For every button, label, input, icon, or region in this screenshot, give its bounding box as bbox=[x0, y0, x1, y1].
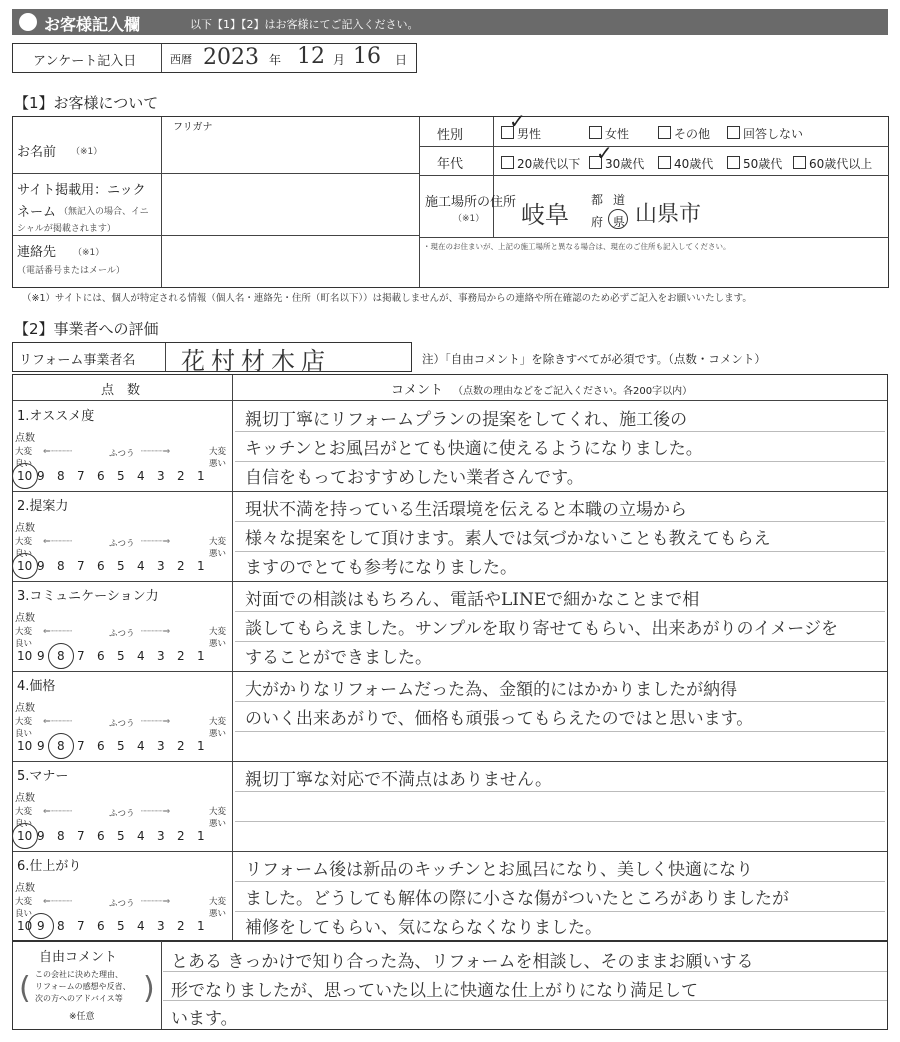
age-option-20s[interactable]: 20歳代以下 bbox=[501, 155, 580, 172]
scale-high-label-2: 良い bbox=[15, 459, 33, 469]
evaluation-row bbox=[13, 671, 887, 761]
scale-number[interactable]: 2 bbox=[177, 829, 185, 843]
section-header-bar bbox=[12, 9, 888, 35]
contact-note: （※1） bbox=[73, 248, 105, 258]
checkbox[interactable] bbox=[658, 126, 671, 139]
scale-number[interactable]: 10 bbox=[17, 739, 33, 753]
scale-mid-label: ふつう bbox=[109, 449, 135, 459]
scale-number[interactable]: 3 bbox=[157, 919, 165, 933]
scale-number[interactable]: 4 bbox=[137, 739, 145, 753]
address-to: 都 bbox=[591, 193, 604, 207]
scale-top-label: 点数 bbox=[15, 613, 35, 624]
month-unit: 月 bbox=[333, 53, 346, 67]
scale-low-label-2: 悪い bbox=[209, 909, 227, 919]
check-mark-icon: ✓ bbox=[509, 109, 526, 133]
scale-number[interactable]: 9 bbox=[37, 739, 45, 753]
scale-top-label: 点数 bbox=[15, 793, 35, 804]
gender-option-other[interactable]: その他 bbox=[658, 125, 710, 142]
scale-number[interactable]: 3 bbox=[157, 649, 165, 663]
comment-line[interactable]: 対面での相談はもちろん、電話やLINEで細かなことまで相 bbox=[245, 590, 700, 610]
scale-mid-label: ふつう bbox=[109, 629, 135, 639]
scale-arrow-left-icon: ⇐┈┈┈┈ bbox=[43, 447, 73, 457]
scale-number[interactable]: 2 bbox=[177, 559, 185, 573]
score-circle-mark bbox=[12, 463, 38, 489]
address-ken: 県 bbox=[613, 215, 626, 229]
scale-number[interactable]: 10 bbox=[17, 469, 33, 483]
contact-label: 連絡先 bbox=[17, 245, 57, 260]
section2-title: 【2】事業者への評価 bbox=[14, 320, 159, 338]
evaluation-row bbox=[13, 581, 887, 671]
free-comment-label: 自由コメント bbox=[39, 950, 118, 965]
scale-number[interactable]: 8 bbox=[57, 829, 65, 843]
scale-number[interactable]: 10 bbox=[17, 919, 33, 933]
scale-number[interactable]: 10 bbox=[17, 559, 33, 573]
bullet-icon bbox=[19, 13, 37, 31]
comment-line[interactable]: ました。どうしても解体の際に小さな傷がついたところがありましたが bbox=[245, 889, 789, 909]
scale-low-label-1: 大変 bbox=[209, 627, 227, 637]
day-unit: 日 bbox=[395, 53, 408, 67]
gender-option-male[interactable]: 男性 bbox=[501, 125, 541, 142]
paren-right-icon: ) bbox=[143, 971, 155, 1006]
scale-number[interactable]: 8 bbox=[57, 559, 65, 573]
scale-number[interactable]: 9 bbox=[37, 649, 45, 663]
scale-arrow-left-icon: ⇐┈┈┈┈ bbox=[43, 897, 73, 907]
scale-low-label-2: 悪い bbox=[209, 819, 227, 829]
scale-number[interactable]: 6 bbox=[97, 739, 105, 753]
score-circle-mark bbox=[48, 643, 74, 669]
scale-number[interactable]: 5 bbox=[117, 649, 125, 663]
scale-number[interactable]: 2 bbox=[177, 919, 185, 933]
free-comment-line-1[interactable]: とある きっかけで知り合った為、リフォームを相談し、そのままお願いする bbox=[171, 952, 754, 972]
free-comment-line-3[interactable]: います。 bbox=[171, 1009, 238, 1029]
scale-number[interactable]: 7 bbox=[77, 739, 85, 753]
evaluation-row bbox=[13, 761, 887, 851]
scale-number[interactable]: 6 bbox=[97, 559, 105, 573]
scale-high-label-1: 大変 bbox=[15, 447, 33, 457]
scale-arrow-right-icon: ┈┈┈┈⇒ bbox=[141, 627, 171, 637]
criterion-title: 4.価格 bbox=[17, 679, 56, 694]
scale-number[interactable]: 8 bbox=[57, 919, 65, 933]
scale-mid-label: ふつう bbox=[109, 539, 135, 549]
scale-top-label: 点数 bbox=[15, 523, 35, 534]
contact-sub: （電話番号またはメール） bbox=[17, 266, 125, 276]
scale-top-label: 点数 bbox=[15, 703, 35, 714]
scale-low-label-2: 悪い bbox=[209, 549, 227, 559]
score-circle-mark bbox=[48, 733, 74, 759]
scale-number[interactable]: 8 bbox=[57, 469, 65, 483]
nickname-label-2: ネーム bbox=[17, 205, 57, 220]
scale-high-label-2: 良い bbox=[15, 549, 33, 559]
scale-number[interactable]: 4 bbox=[137, 559, 145, 573]
date-row bbox=[12, 43, 417, 73]
scale-high-label-2: 良い bbox=[15, 729, 33, 739]
scale-mid-label: ふつう bbox=[109, 809, 135, 819]
scale-high-label-1: 大変 bbox=[15, 897, 33, 907]
scale-number[interactable]: 1 bbox=[197, 649, 205, 663]
address-prefecture[interactable]: 岐阜 bbox=[521, 201, 569, 229]
free-comment-note-2: リフォームの感想や反省、 bbox=[35, 982, 131, 991]
furigana-label: フリガナ bbox=[173, 122, 213, 133]
scale-number[interactable]: 6 bbox=[97, 829, 105, 843]
scale-number[interactable]: 7 bbox=[77, 919, 85, 933]
scale-low-label-1: 大変 bbox=[209, 807, 227, 817]
scale-number[interactable]: 3 bbox=[157, 829, 165, 843]
address-fu: 府 bbox=[591, 215, 604, 229]
nickname-field[interactable] bbox=[165, 177, 415, 231]
form-title: お客様記入欄 bbox=[44, 15, 141, 34]
checkbox[interactable] bbox=[589, 126, 602, 139]
scale-low-label-1: 大変 bbox=[209, 537, 227, 547]
gender-option-female[interactable]: 女性 bbox=[589, 125, 629, 142]
era-label: 西暦 bbox=[170, 53, 192, 66]
name-field[interactable] bbox=[165, 133, 415, 171]
criterion-title: 3.コミュニケーション力 bbox=[17, 589, 159, 604]
date-day[interactable]: 16 bbox=[353, 44, 381, 69]
scale-low-label-2: 悪い bbox=[209, 639, 227, 649]
scale-arrow-right-icon: ┈┈┈┈⇒ bbox=[141, 537, 171, 547]
age-option-50s[interactable]: 50歳代 bbox=[727, 155, 782, 172]
scale-number[interactable]: 5 bbox=[117, 559, 125, 573]
scale-high-label-2: 良い bbox=[15, 819, 33, 829]
company-label: リフォーム事業者名 bbox=[19, 353, 136, 368]
comment-line[interactable]: 自信をもっておすすめしたい業者さんです。 bbox=[245, 468, 584, 488]
free-comment-box bbox=[12, 940, 888, 1030]
required-note: 注）「自由コメント」を除きすべてが必須です。（点数・コメント） bbox=[422, 352, 766, 366]
scale-number[interactable]: 1 bbox=[197, 739, 205, 753]
scale-number[interactable]: 4 bbox=[137, 649, 145, 663]
criterion-title: 5.マナー bbox=[17, 769, 69, 784]
age-label: 年代 bbox=[437, 157, 464, 172]
scale-low-label-1: 大変 bbox=[209, 897, 227, 907]
check-mark-icon: ✓ bbox=[596, 141, 613, 165]
address-note: （※1） bbox=[453, 214, 485, 224]
scale-number[interactable]: 9 bbox=[37, 559, 45, 573]
gender-label: 性別 bbox=[437, 128, 464, 143]
scale-number[interactable]: 3 bbox=[157, 739, 165, 753]
scale-number[interactable]: 6 bbox=[97, 919, 105, 933]
criterion-title: 6.仕上がり bbox=[17, 859, 82, 874]
name-note: （※1） bbox=[71, 147, 103, 157]
scale-arrow-right-icon: ┈┈┈┈⇒ bbox=[141, 807, 171, 817]
address-label: 施工場所の住所 bbox=[425, 195, 517, 210]
checkbox[interactable] bbox=[727, 156, 740, 169]
scale-number[interactable]: 5 bbox=[117, 829, 125, 843]
scale-mid-label: ふつう bbox=[109, 899, 135, 909]
scale-number[interactable]: 1 bbox=[197, 919, 205, 933]
scale-high-label-2: 良い bbox=[15, 639, 33, 649]
privacy-footnote: （※1）サイトには、個人が特定される情報（個人名・連絡先・住所（町名以下））は掲載しませんが、事務局からの連絡や所在確認のため必ずご記入をお願いいたします。 bbox=[22, 293, 752, 304]
scale-arrow-left-icon: ⇐┈┈┈┈ bbox=[43, 627, 73, 637]
paren-left-icon: ( bbox=[19, 971, 31, 1006]
comment-line[interactable]: することができました。 bbox=[245, 648, 432, 668]
scale-number[interactable]: 7 bbox=[77, 559, 85, 573]
scale-number[interactable]: 10 bbox=[17, 649, 33, 663]
scale-number[interactable]: 2 bbox=[177, 469, 185, 483]
scale-low-label-2: 悪い bbox=[209, 729, 227, 739]
scale-number[interactable]: 1 bbox=[197, 829, 205, 843]
age-option-30s[interactable]: 30歳代 bbox=[589, 155, 644, 172]
scale-number[interactable]: 2 bbox=[177, 649, 185, 663]
checkbox[interactable] bbox=[501, 156, 514, 169]
evaluation-row bbox=[13, 851, 887, 941]
criterion-title: 1.オススメ度 bbox=[17, 409, 95, 424]
score-circle-mark bbox=[28, 913, 54, 939]
scale-number[interactable]: 7 bbox=[77, 469, 85, 483]
comment-line[interactable]: ますのでとても参考になりました。 bbox=[245, 558, 517, 578]
comment-column-note: （点数の理由などをご記入ください。各200字以内） bbox=[453, 386, 693, 397]
scale-number[interactable]: 9 bbox=[37, 829, 45, 843]
company-row bbox=[12, 342, 412, 375]
checkbox[interactable] bbox=[658, 156, 671, 169]
scale-number[interactable]: 3 bbox=[157, 559, 165, 573]
comment-line[interactable]: リフォーム後は新品のキッチンとお風呂になり、美しく快適になり bbox=[245, 860, 753, 880]
free-comment-note-1: この会社に決めた理由、 bbox=[35, 970, 123, 979]
age-option-60s[interactable]: 60歳代以上 bbox=[793, 155, 872, 172]
company-name[interactable]: 花村材木店 bbox=[181, 347, 331, 375]
free-comment-line-2[interactable]: 形でなりましたが、思っていた以上に快適な仕上がりになり満足して bbox=[171, 981, 698, 1001]
scale-number[interactable]: 4 bbox=[137, 829, 145, 843]
scale-number[interactable]: 1 bbox=[197, 469, 205, 483]
scale-number[interactable]: 2 bbox=[177, 739, 185, 753]
scale-number[interactable]: 1 bbox=[197, 559, 205, 573]
comment-column-header: コメント bbox=[391, 383, 444, 398]
criterion-title: 2.提案力 bbox=[17, 499, 69, 514]
scale-number[interactable]: 6 bbox=[97, 469, 105, 483]
scale-high-label-1: 大変 bbox=[15, 537, 33, 547]
score-circle-mark bbox=[12, 553, 38, 579]
scale-top-label: 点数 bbox=[15, 883, 35, 894]
contact-field[interactable] bbox=[165, 239, 415, 285]
comment-line[interactable]: キッチンとお風呂がとても快適に使えるようになりました。 bbox=[245, 439, 703, 459]
comment-line[interactable]: 親切丁寧な対応で不満点はありません。 bbox=[245, 770, 553, 790]
scale-number[interactable]: 8 bbox=[57, 649, 65, 663]
address-footnote: ・現在のお住まいが、上記の施工場所と異なる場合は、現在のご住所も記入してください。 bbox=[423, 242, 731, 251]
free-comment-note-3: 次の方へのアドバイス等 bbox=[35, 994, 123, 1003]
scale-number[interactable]: 4 bbox=[137, 469, 145, 483]
comment-line[interactable]: 親切丁寧にリフォームプランの提案をしてくれ、施工後の bbox=[245, 410, 688, 430]
scale-number[interactable]: 4 bbox=[137, 919, 145, 933]
evaluation-row bbox=[13, 401, 887, 491]
checkbox[interactable] bbox=[727, 126, 740, 139]
scale-number[interactable]: 8 bbox=[57, 739, 65, 753]
name-label: お名前 bbox=[17, 145, 57, 160]
evaluation-row bbox=[13, 491, 887, 581]
scale-arrow-left-icon: ⇐┈┈┈┈ bbox=[43, 807, 73, 817]
scale-arrow-right-icon: ┈┈┈┈⇒ bbox=[141, 897, 171, 907]
scale-top-label: 点数 bbox=[15, 433, 35, 444]
age-option-40s[interactable]: 40歳代 bbox=[658, 155, 713, 172]
scale-number[interactable]: 10 bbox=[17, 829, 33, 843]
scale-arrow-right-icon: ┈┈┈┈⇒ bbox=[141, 717, 171, 727]
nickname-note-1: （無記入の場合、イニ bbox=[59, 207, 149, 217]
score-circle-mark bbox=[12, 823, 38, 849]
nickname-note-2: シャルが掲載されます） bbox=[17, 224, 116, 234]
nickname-label-1: サイト掲載用：ニック bbox=[17, 183, 146, 198]
scale-arrow-left-icon: ⇐┈┈┈┈ bbox=[43, 537, 73, 547]
scale-mid-label: ふつう bbox=[109, 719, 135, 729]
form-subtitle: 以下【1】【2】はお客様にてご記入ください。 bbox=[190, 18, 419, 31]
scale-low-label-1: 大変 bbox=[209, 447, 227, 457]
scale-arrow-right-icon: ┈┈┈┈⇒ bbox=[141, 447, 171, 457]
scale-low-label-2: 悪い bbox=[209, 459, 227, 469]
evaluation-table bbox=[12, 374, 888, 942]
comment-line[interactable]: 現状不満を持っている生活環境を伝えると本職の立場から bbox=[245, 500, 687, 520]
scale-number[interactable]: 9 bbox=[37, 469, 45, 483]
section1-title: 【1】お客様について bbox=[14, 94, 159, 112]
scale-number[interactable]: 3 bbox=[157, 469, 165, 483]
date-month[interactable]: 12 bbox=[297, 44, 325, 69]
free-comment-note-4: ※任意 bbox=[69, 1012, 95, 1022]
ken-circle-mark bbox=[608, 209, 628, 229]
comment-line[interactable]: のいく出来あがりで、価格も頑張ってもらえたのではと思います。 bbox=[245, 709, 754, 729]
comment-line[interactable]: 補修をしてもらい、気にならなくなりました。 bbox=[245, 918, 602, 938]
scale-low-label-1: 大変 bbox=[209, 717, 227, 727]
year-unit: 年 bbox=[269, 53, 282, 67]
scale-number[interactable]: 9 bbox=[37, 919, 45, 933]
comment-line[interactable]: 大がかりなリフォームだった為、金額的にはかかりましたが納得 bbox=[245, 680, 738, 700]
scale-high-label-1: 大変 bbox=[15, 717, 33, 727]
scale-number[interactable]: 5 bbox=[117, 919, 125, 933]
scale-high-label-1: 大変 bbox=[15, 627, 33, 637]
date-label: アンケート記入日 bbox=[33, 54, 137, 69]
date-year[interactable]: 2023 bbox=[203, 45, 259, 70]
address-do: 道 bbox=[613, 193, 626, 207]
scale-number[interactable]: 5 bbox=[117, 739, 125, 753]
score-column-header: 点 数 bbox=[101, 383, 141, 398]
scale-high-label-2: 良い bbox=[15, 909, 33, 919]
scale-number[interactable]: 7 bbox=[77, 649, 85, 663]
scale-number[interactable]: 6 bbox=[97, 649, 105, 663]
scale-number[interactable]: 7 bbox=[77, 829, 85, 843]
customer-info-box bbox=[12, 109, 889, 288]
comment-line[interactable]: 談してもらえました。サンプルを取り寄せてもらい、出来あがりのイメージを bbox=[245, 619, 838, 639]
scale-high-label-1: 大変 bbox=[15, 807, 33, 817]
scale-arrow-left-icon: ⇐┈┈┈┈ bbox=[43, 717, 73, 727]
comment-line[interactable]: 様々な提案をして頂けます。素人では気づかないことも教えてもらえ bbox=[245, 529, 771, 549]
scale-number[interactable]: 5 bbox=[117, 469, 125, 483]
address-city[interactable]: 山県市 bbox=[635, 202, 702, 227]
checkbox[interactable] bbox=[793, 156, 806, 169]
gender-option-no-answer[interactable]: 回答しない bbox=[727, 125, 803, 142]
